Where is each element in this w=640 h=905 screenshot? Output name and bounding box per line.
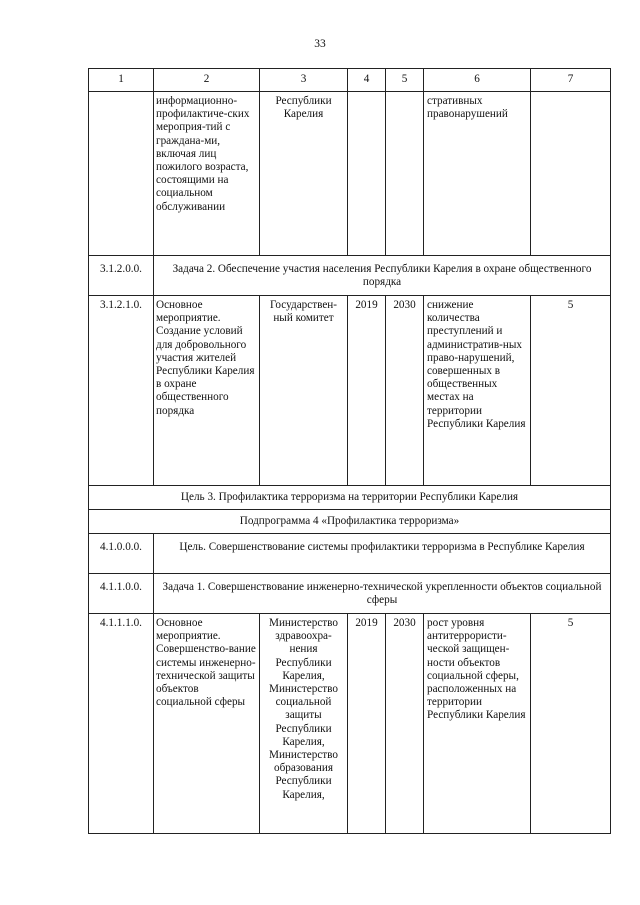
row-code: 3.1.2.1.0.	[89, 296, 154, 486]
goal-code: 4.1.0.0.0.	[89, 534, 154, 574]
table-row-4-1-1-1	[89, 614, 611, 834]
row-result: рост уровня антитеррористи-ческой защищен-ности объектов социальной сферы, расположенных на территории Республики Карелия	[424, 614, 531, 834]
row-link: 5	[531, 296, 611, 486]
task-code: 3.1.2.0.0.	[89, 256, 154, 296]
subprogram-row-4	[89, 510, 611, 534]
row-link	[531, 92, 611, 256]
row-activity-name: информационно-профилактиче-ских мероприя-тий с граждана-ми, включая лиц пожилого возраста, состоящими на социальном обслуживании	[154, 92, 260, 256]
header-row	[89, 69, 611, 92]
goal-title: Цель 3. Профилактика терроризма на территории Республики Карелия	[89, 486, 611, 510]
task-code: 4.1.1.0.0.	[89, 574, 154, 614]
row-code: 4.1.1.1.0.	[89, 614, 154, 834]
row-start-year: 2019	[348, 296, 386, 486]
goal-row-3	[89, 486, 611, 510]
row-activity-name: Основное мероприятие. Создание условий для добровольного участия жителей Республики Карелия в охране общественного порядка	[154, 296, 260, 486]
task-title: Задача 1. Совершенствование инженерно-технической укрепленности объектов социальной сферы	[154, 574, 611, 614]
row-activity-name: Основное мероприятие. Совершенство-вание системы инженерно-технической защиты объектов социальной сферы	[154, 614, 260, 834]
row-end-year: 2030	[386, 296, 424, 486]
row-executor: Республики Карелия	[260, 92, 348, 256]
header-cell-7: 7	[531, 69, 611, 92]
row-result: снижение количества преступлений и административ-ных право-нарушений, совершенных в общественных местах на территории Республики Карелия	[424, 296, 531, 486]
row-start-year	[348, 92, 386, 256]
task-row-3-1-2	[89, 256, 611, 296]
header-cell-6: 6	[424, 69, 531, 92]
program-table	[88, 68, 611, 834]
header-cell-4: 4	[348, 69, 386, 92]
header-cell-2: 2	[154, 69, 260, 92]
header-cell-1: 1	[89, 69, 154, 92]
row-result: стративных правонарушений	[424, 92, 531, 256]
task-title: Задача 2. Обеспечение участия населения Республики Карелия в охране общественного порядка	[154, 256, 611, 296]
goal-row-4-1	[89, 534, 611, 574]
page-number: 33	[314, 38, 326, 50]
table-row-continuation	[89, 92, 611, 256]
row-executor: Министерство здравоохра-нения Республики Карелия, Министерство социальной защиты Республики Карелия, Министерство образования Республики Карелия,	[260, 614, 348, 834]
task-row-4-1-1	[89, 574, 611, 614]
header-cell-5: 5	[386, 69, 424, 92]
goal-text: Цель. Совершенствование системы профилактики терроризма в Республике Карелия	[154, 534, 611, 574]
row-code	[89, 92, 154, 256]
row-end-year	[386, 92, 424, 256]
row-end-year: 2030	[386, 614, 424, 834]
row-executor: Государствен-ный комитет	[260, 296, 348, 486]
table-row-3-1-2-1	[89, 296, 611, 486]
row-link: 5	[531, 614, 611, 834]
row-start-year: 2019	[348, 614, 386, 834]
subprogram-title: Подпрограмма 4 «Профилактика терроризма»	[89, 510, 611, 534]
header-cell-3: 3	[260, 69, 348, 92]
